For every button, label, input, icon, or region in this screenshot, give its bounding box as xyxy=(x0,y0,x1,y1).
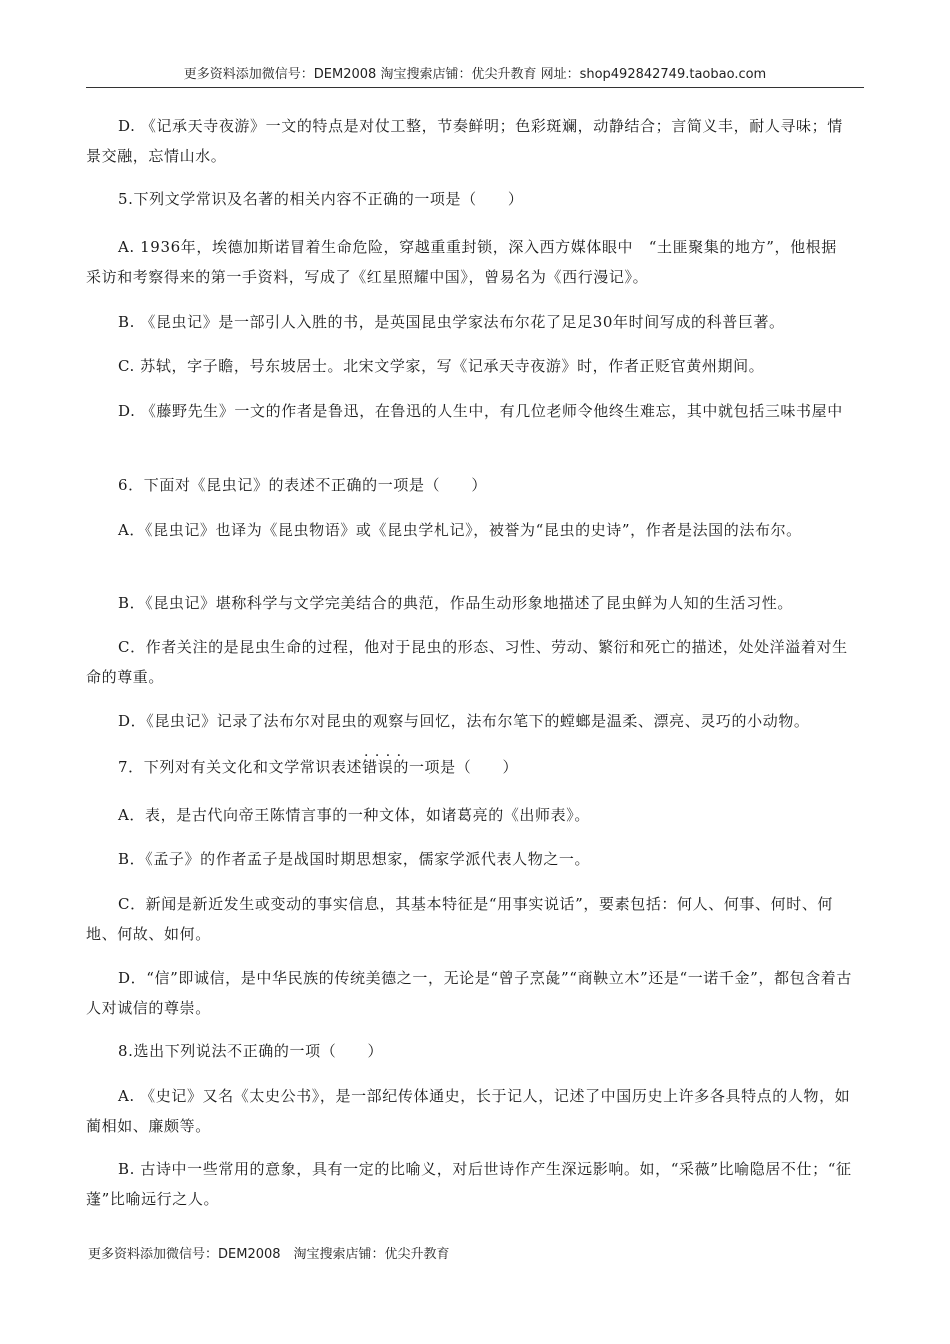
q5-option-c: C. 苏轼，字子瞻，号东坡居士。北宋文学家，写《记承天寺夜游》时，作者正贬官黄州期间。 xyxy=(118,357,765,375)
q6-option-c: C．作者关注的是昆虫生命的过程，他对于昆虫的形态、习性、劳动、繁衍和死亡的描述，处处洋溢着对生命的尊重。 xyxy=(86,638,848,686)
question-7 xyxy=(86,752,852,782)
q7-emphasis: · · · · 表述错误 xyxy=(331,758,393,776)
page-footer: 更多资料添加微信号：DEM2008 淘宝搜索店铺：优尖升教育 xyxy=(88,1247,450,1262)
q5-option-b: B. 《昆虫记》是一部引人入胜的书，是英国昆虫学家法布尔花了足足30年时间写成的科普巨著。 xyxy=(118,313,785,331)
q6-option-d: D．《昆虫记》记录了法布尔对昆虫的观察与回忆，法布尔笔下的螳螂是温柔、漂亮、灵巧的小动物。 xyxy=(118,712,810,730)
header-divider xyxy=(86,87,864,88)
q5-option-d: D. 《藤野先生》一文的作者是鲁迅，在鲁迅的人生中，有几位老师令他终生难忘，其中就包括三味书屋中 xyxy=(118,402,843,420)
question-8: 8.选出下列说法不正确的一项（ ） xyxy=(118,1042,384,1060)
q7-option-b: B．《孟子》的作者孟子是战国时期思想家，儒家学派代表人物之一。 xyxy=(118,850,591,868)
page-header: 更多资料添加微信号：DEM2008 淘宝搜索店铺：优尖升教育 网址：shop492842749.taobao.com xyxy=(183,67,767,82)
q7-option-d: D．“信”即诚信，是中华民族的传统美德之一，无论是“曾子烹彘”“商鞅立木”还是“一诺千金”，都包含着古人对诚信的尊崇。 xyxy=(86,969,852,1017)
option-d-q4: D. 《记承天寺夜游》一文的特点是对仗工整，节奏鲜明；色彩斑斓，动静结合；言简义丰，耐人寻味；情景交融，忘情山水。 xyxy=(86,117,843,165)
q8-option-a: A. 《史记》又名《太史公书》，是一部纪传体通史，长于记人，记述了中国历史上许多各具特点的人物，如蔺相如、廉颇等。 xyxy=(86,1087,851,1135)
q6-option-a: A．《昆虫记》也译为《昆虫物语》或《昆虫学札记》，被誉为“昆虫的史诗”，作者是法国的法布尔。 xyxy=(118,521,802,539)
q7-text-after: 的一项是（ ） xyxy=(393,758,519,776)
question-5: 5.下列文学常识及名著的相关内容不正确的一项是（ ） xyxy=(118,190,524,208)
q6-option-b: B．《昆虫记》堪称科学与文学完美结合的典范，作品生动形象地描述了昆虫鲜为人知的生活习性。 xyxy=(118,594,793,612)
q5-option-a: A. 1936年，埃德加斯诺冒着生命危险，穿越重重封锁，深入西方媒体眼中 “土匪聚集的地方”，他根据采访和考察得来的第一手资料，写成了《红星照耀中国》，曾易名为《西行漫记》。 xyxy=(86,238,837,286)
question-6: 6．下面对《昆虫记》的表述不正确的一项是（ ） xyxy=(118,476,487,494)
q7-option-c: C．新闻是新近发生或变动的事实信息，其基本特征是“用事实说话”，要素包括：何人、何事、何时、何地、何故、如何。 xyxy=(86,895,834,943)
q7-option-a: A．表，是古代向帝王陈情言事的一种文体，如诸葛亮的《出师表》。 xyxy=(118,806,590,824)
q8-option-b: B. 古诗中一些常用的意象，具有一定的比喻义，对后世诗作产生深远影响。如，“采薇”比喻隐居不仕；“征蓬”比喻远行之人。 xyxy=(86,1160,852,1208)
q7-text-before: 7．下列对有关文化和文学常识 xyxy=(118,758,331,776)
